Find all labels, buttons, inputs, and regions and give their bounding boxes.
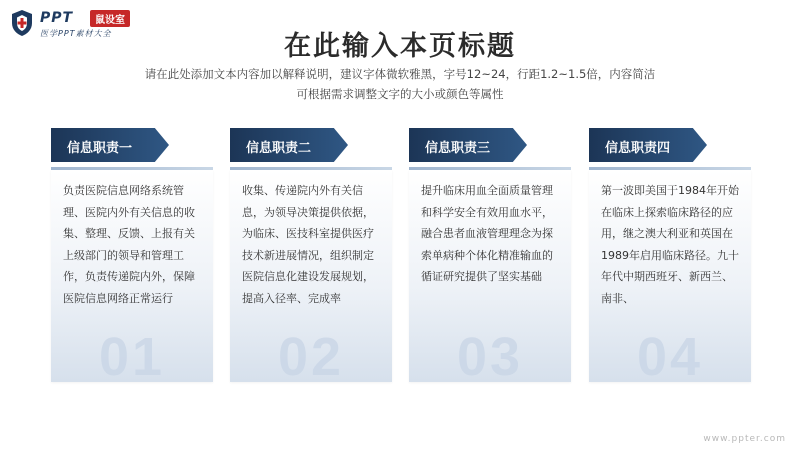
card-title: 信息职责三 (425, 141, 491, 156)
card-body (589, 170, 751, 387)
info-card-2 (230, 128, 392, 388)
card-body (230, 170, 392, 387)
footer-watermark: www.ppter.com (703, 434, 786, 444)
card-body (51, 170, 213, 387)
logo-brand: PPT (40, 10, 74, 26)
card-text: 提升临床用血全面质量管理和科学安全有效用血水平，融合患者血液管理理念为探索单病种个体化精准输血的循证研究提供了坚实基础 (421, 184, 553, 283)
card-title: 信息职责二 (246, 141, 312, 156)
card-number: 02 (277, 327, 345, 387)
card-body (409, 170, 571, 387)
card-text: 负责医院信息网络系统管理、医院内外有关信息的收集、整理、反馈、上报有关上级部门的领导和管理工作，负责传递院内外，保障医院信息网络正常运行 (63, 184, 195, 305)
description-line: 请在此处添加文本内容加以解释说明，建议字体微软雅黑，字号12~24，行距1.2~1.5倍，内容简洁 (144, 67, 656, 81)
description (0, 64, 800, 104)
info-card-4 (589, 128, 751, 388)
card-title: 信息职责四 (605, 141, 671, 156)
info-card-3 (409, 128, 571, 388)
card-number: 03 (456, 327, 524, 387)
description-line: 可根据需求调整文字的大小或颜色等属性 (296, 87, 504, 101)
card-number: 01 (98, 327, 166, 387)
info-card-1 (51, 128, 213, 388)
card-text: 收集、传递院内外有关信息，为领导决策提供依据，为临床、医技科室提供医疗技术新进展情况，组织制定医院信息化建设发展规划，提高入径率、完成率 (242, 184, 374, 305)
logo-badge: 鼠设室 (90, 10, 130, 27)
page-title: 在此输入本页标题 (284, 31, 516, 62)
card-title: 信息职责一 (67, 141, 133, 156)
card-number: 04 (636, 327, 704, 387)
logo-subtitle: 医学PPT素材大全 (40, 29, 112, 38)
card-text: 第一波即美国于1984年开始在临床上探索临床路径的应用，继之澳大利亚和英国在1989年启用临床路径。九十年代中期西班牙、新西兰、南非、 (601, 184, 739, 305)
